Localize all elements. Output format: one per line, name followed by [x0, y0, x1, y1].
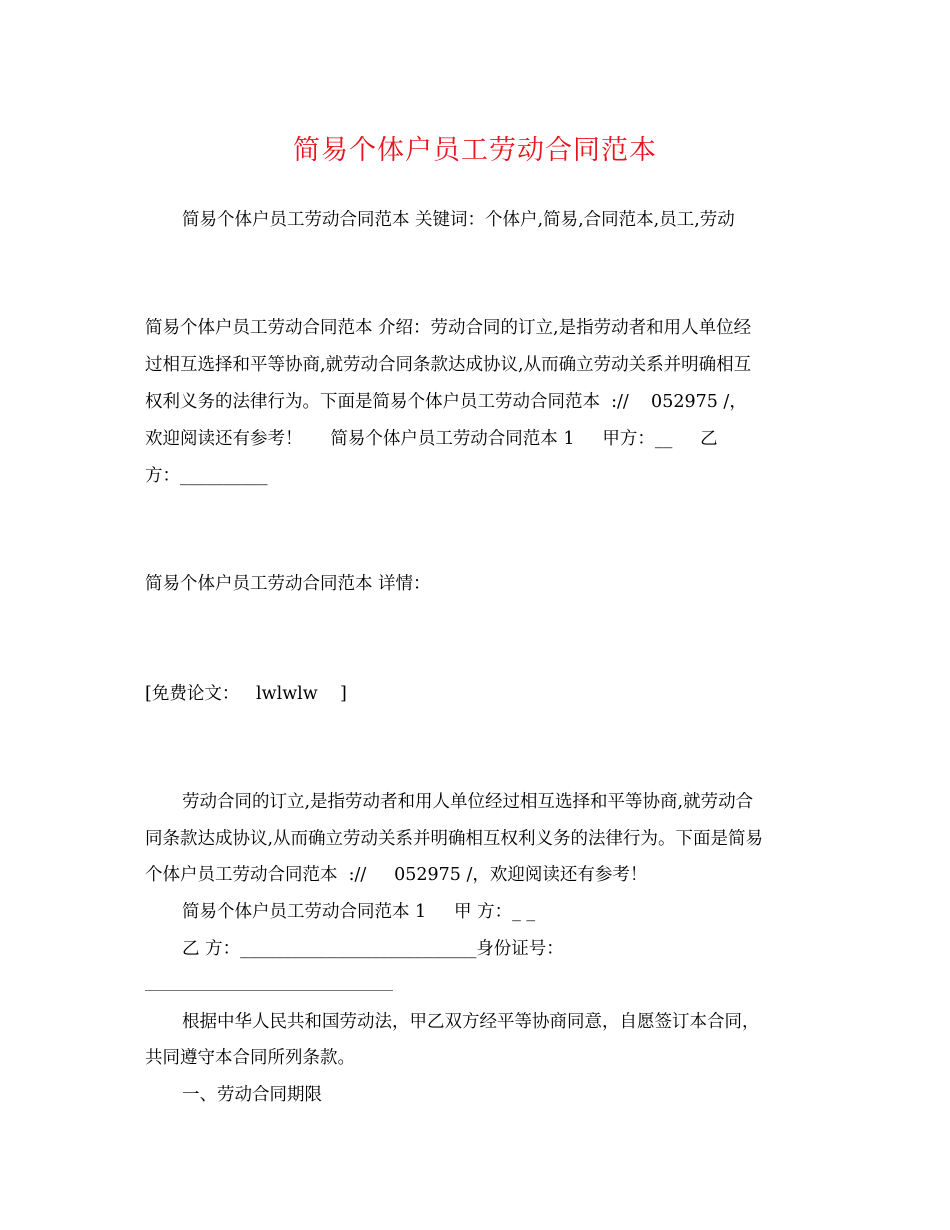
law-line-2: 共同遵守本合同所列条款。 — [145, 1048, 355, 1068]
free-paper-note: [免费论文： lwlwlw ] — [145, 684, 347, 704]
intro-line-5: 方：__________ — [145, 466, 268, 486]
body-line-1: 劳动合同的订立,是指劳动者和用人单位经过相互选择和平等协商,就劳动合 — [182, 792, 754, 812]
keywords-line: 简易个体户员工劳动合同范本 关键词：个体户,简易,合同范本,员工,劳动 — [182, 210, 735, 230]
section-one-heading: 一、劳动合同期限 — [182, 1085, 322, 1105]
law-line-1: 根据中华人民共和国劳动法，甲乙双方经平等协商同意，自愿签订本合同， — [182, 1012, 760, 1032]
party-a-line: 简易个体户员工劳动合同范本 1 甲 方：_ _ — [182, 902, 536, 922]
id-number-blank-line — [145, 990, 393, 991]
document-title: 简易个体户员工劳动合同范本 — [293, 135, 657, 166]
intro-line-1: 简易个体户员工劳动合同范本 介绍：劳动合同的订立,是指劳动者和用人单位经 — [145, 318, 752, 338]
intro-line-4: 欢迎阅读还有参考！ 简易个体户员工劳动合同范本 1 甲方：__ 乙 — [145, 429, 718, 449]
party-b-line: 乙 方：___________________________身份证号： — [182, 939, 564, 959]
body-line-2: 同条款达成协议,从而确立劳动关系并明确相互权利义务的法律行为。下面是简易 — [145, 829, 764, 849]
intro-line-3: 权利义务的法律行为。下面是简易个体户员工劳动合同范本 :// 052975 /， — [145, 392, 747, 412]
intro-line-2: 过相互选择和平等协商,就劳动合同条款达成协议,从而确立劳动关系并明确相互 — [145, 355, 752, 375]
body-line-3: 个体户员工劳动合同范本 :// 052975 /，欢迎阅读还有参考！ — [145, 865, 648, 885]
details-heading: 简易个体户员工劳动合同范本 详情： — [145, 574, 431, 594]
